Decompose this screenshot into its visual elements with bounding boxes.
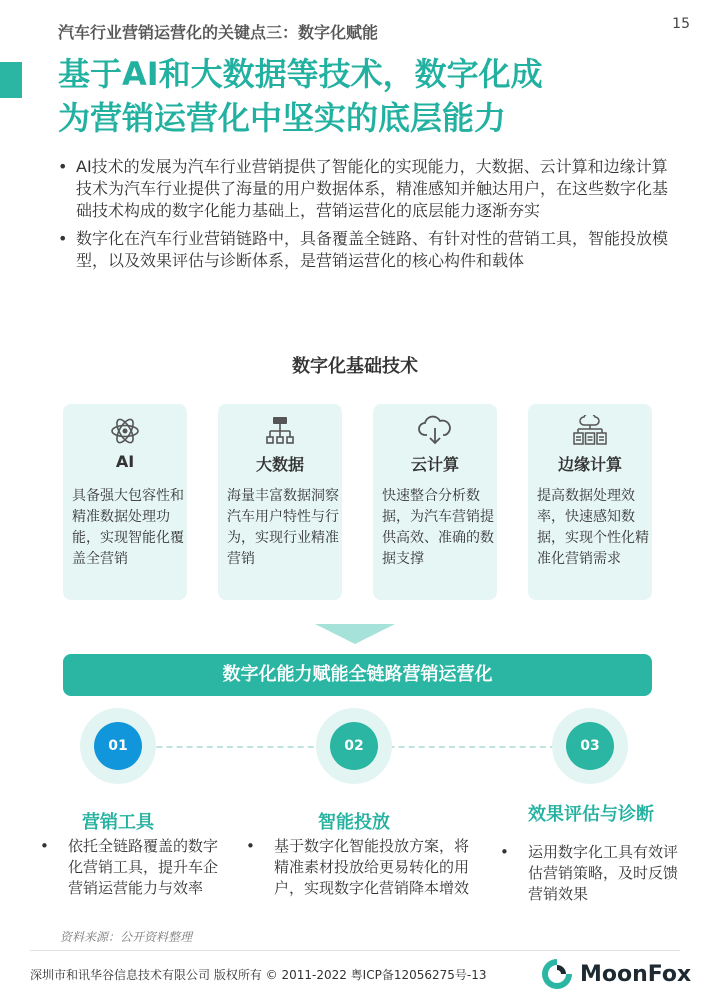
- tech-card-name: 大数据: [255, 455, 304, 474]
- source-note: 资料来源：公开资料整理: [60, 930, 193, 944]
- step-number: 01: [94, 722, 142, 770]
- moonfox-logo: [540, 956, 691, 992]
- tech-card-desc: 提高数据处理效率，快速感知数据，实现个性化精准化营销需求: [537, 488, 649, 567]
- step-node-3: [552, 708, 628, 784]
- tech-card-edge: [528, 404, 652, 600]
- tech-card-desc: 海量丰富数据洞察汽车用户特性与行为，实现行业精准营销: [227, 488, 339, 567]
- tech-section-title: 数字化基础技术: [292, 356, 418, 377]
- page-title: [58, 52, 678, 140]
- down-arrow-icon: [315, 624, 395, 644]
- headline-line-1: 基于AI和大数据等技术，数字化成: [58, 55, 543, 93]
- page-number: 15: [672, 16, 690, 32]
- logo-text: MoonFox: [580, 961, 692, 987]
- tech-card-name: 边缘计算: [557, 455, 622, 474]
- atom-icon: [63, 414, 187, 448]
- tech-card-desc: 快速整合分析数据，为汽车营销提供高效、准确的数据支撑: [382, 488, 494, 567]
- tech-card-ai: [63, 404, 187, 600]
- step-node-1: [80, 708, 156, 784]
- step-title: 效果评估与诊断: [528, 804, 654, 825]
- step-title: 营销工具: [82, 812, 154, 833]
- tech-card-name: AI: [115, 452, 135, 471]
- moonfox-logo-icon: [540, 957, 574, 991]
- edge-devices-icon: [528, 414, 652, 448]
- step-number: 02: [330, 722, 378, 770]
- intro-bullet: • AI技术的发展为汽车行业营销提供了智能化的实现能力，大数据、云计算和边缘计算技术为汽车行业提供了海量的用户数据体系，精准感知并触达用户，在这些数字化基础技术构成的数字化能力基础上，营销运营化的底层能力逐渐夯实: [58, 156, 668, 222]
- intro-bullets: [58, 156, 668, 278]
- step-title: 智能投放: [318, 812, 390, 833]
- section-label: 汽车行业营销运营化的关键点三：数字化赋能: [58, 23, 379, 42]
- step-desc: • 运用数字化工具有效评估营销策略，及时反馈营销效果: [500, 842, 680, 905]
- tech-card-cloud: [373, 404, 497, 600]
- capability-banner: 数字化能力赋能全链路营销运营化: [63, 654, 652, 696]
- step-node-2: [316, 708, 392, 784]
- org-chart-icon: [218, 414, 342, 448]
- accent-bar: [0, 62, 22, 98]
- step-desc: • 基于数字化智能投放方案，将精准素材投放给更易转化的用户，实现数字化营销降本增效: [246, 836, 478, 899]
- step-number: 03: [566, 722, 614, 770]
- tech-card-desc: 具备强大包容性和精准数据处理功能，实现智能化覆盖全营销: [72, 488, 184, 567]
- headline-line-2: 为营销运营化中坚实的底层能力: [58, 99, 507, 137]
- tech-card-big-data: [218, 404, 342, 600]
- step-desc: • 依托全链路覆盖的数字化营销工具，提升车企营销运营能力与效率: [40, 836, 226, 899]
- intro-bullet: • 数字化在汽车行业营销链路中，具备覆盖全链路、有针对性的营销工具，智能投放模型，以及效果评估与诊断体系，是营销运营化的核心构件和载体: [58, 228, 668, 272]
- footer-copyright: 深圳市和讯华谷信息技术有限公司 版权所有 © 2011-2022 粤ICP备12056275号-13: [30, 968, 487, 982]
- footer-divider: [30, 950, 680, 951]
- tech-cards: [63, 404, 652, 600]
- tech-card-name: 云计算: [410, 455, 459, 474]
- cloud-download-icon: [373, 414, 497, 448]
